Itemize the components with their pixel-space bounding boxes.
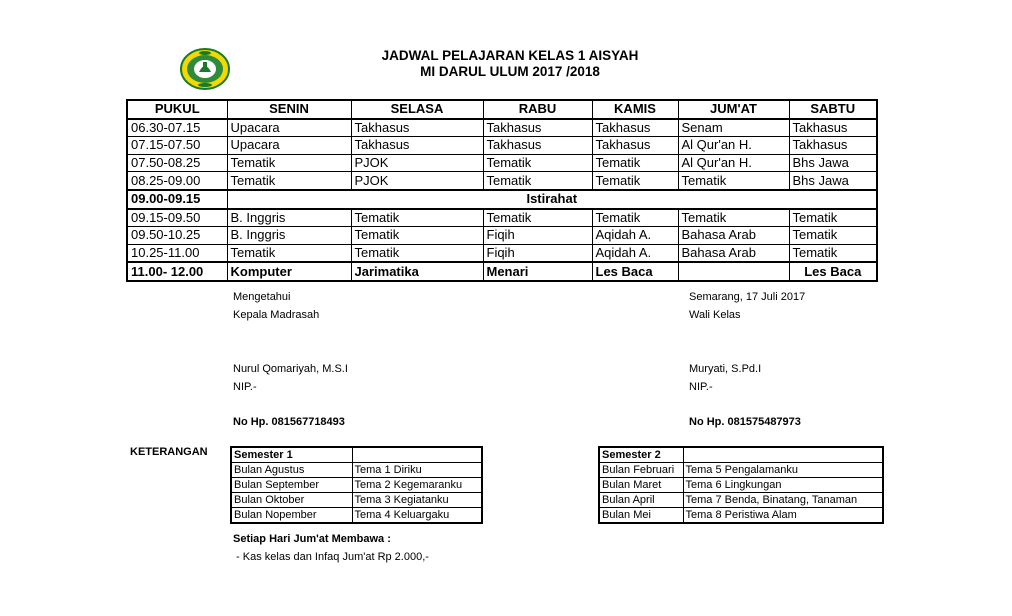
schedule-table xyxy=(126,99,878,282)
signature-right-nip: NIP.- xyxy=(689,381,713,393)
lesson-cell: Les Baca xyxy=(592,262,678,281)
lesson-cell: Bahasa Arab xyxy=(678,244,789,262)
lesson-cell xyxy=(678,262,789,281)
time-cell: 11.00- 12.00 xyxy=(127,262,227,281)
table-row xyxy=(599,478,883,493)
semester2-title: Semester 2 xyxy=(599,447,683,463)
lesson-cell: Takhasus xyxy=(789,119,877,137)
lesson-cell: B. Inggris xyxy=(227,209,351,227)
month-cell: Bulan Mei xyxy=(599,508,683,524)
table-row xyxy=(599,493,883,508)
month-cell: Bulan Februari xyxy=(599,463,683,478)
signature-left-line2: Kepala Madrasah xyxy=(233,309,320,321)
table-row xyxy=(127,244,877,262)
lesson-cell: Tematik xyxy=(351,244,483,262)
lesson-cell: Tematik xyxy=(592,209,678,227)
table-row xyxy=(599,508,883,524)
column-header-senin: SENIN xyxy=(227,100,351,119)
theme-cell: Tema 6 Lingkungan xyxy=(683,478,883,493)
lesson-cell: Tematik xyxy=(592,172,678,190)
theme-cell: Tema 7 Benda, Binatang, Tanaman xyxy=(683,493,883,508)
keterangan-label: KETERANGAN xyxy=(130,446,208,458)
theme-cell: Tema 3 Kegiatanku xyxy=(352,493,482,508)
page-title-line2: MI DARUL ULUM 2017 /2018 xyxy=(420,64,600,79)
column-header-sabtu: SABTU xyxy=(789,100,877,119)
time-cell: 07.50-08.25 xyxy=(127,154,227,172)
table-row xyxy=(127,137,877,155)
time-cell: 07.15-07.50 xyxy=(127,137,227,155)
table-row xyxy=(127,209,877,227)
table-row xyxy=(231,493,482,508)
theme-cell: Tema 2 Kegemaranku xyxy=(352,478,482,493)
lesson-cell: Tematik xyxy=(483,209,592,227)
signature-right-line2: Wali Kelas xyxy=(689,309,741,321)
lesson-cell: Fiqih xyxy=(483,244,592,262)
signature-left-line1: Mengetahui xyxy=(233,291,291,303)
lesson-cell: Takhasus xyxy=(351,137,483,155)
lesson-cell: Tematik xyxy=(678,172,789,190)
table-row xyxy=(231,447,482,463)
lesson-cell: Tematik xyxy=(678,209,789,227)
break-cell: Istirahat xyxy=(227,190,877,209)
month-cell: Bulan September xyxy=(231,478,352,493)
lesson-cell: Takhasus xyxy=(592,119,678,137)
friday-note-item: - Kas kelas dan Infaq Jum'at Rp 2.000,- xyxy=(233,551,429,563)
lesson-cell: Menari xyxy=(483,262,592,281)
lesson-cell: Al Qur'an H. xyxy=(678,154,789,172)
lesson-cell: Aqidah A. xyxy=(592,227,678,245)
table-row xyxy=(231,478,482,493)
table-row xyxy=(127,172,877,190)
school-logo-emblem xyxy=(180,48,230,90)
column-header-kamis: KAMIS xyxy=(592,100,678,119)
table-cell xyxy=(683,447,883,463)
theme-cell: Tema 1 Diriku xyxy=(352,463,482,478)
lesson-cell: Tematik xyxy=(227,244,351,262)
time-cell: 06.30-07.15 xyxy=(127,119,227,137)
lesson-cell: Tematik xyxy=(351,227,483,245)
lesson-cell: Upacara xyxy=(227,137,351,155)
lesson-cell: Tematik xyxy=(789,244,877,262)
column-header-jumat: JUM'AT xyxy=(678,100,789,119)
semester2-table xyxy=(598,446,884,524)
month-cell: Bulan April xyxy=(599,493,683,508)
lesson-cell: Upacara xyxy=(227,119,351,137)
column-header-selasa: SELASA xyxy=(351,100,483,119)
semester1-title: Semester 1 xyxy=(231,447,352,463)
table-row xyxy=(127,119,877,137)
semester1-table xyxy=(230,446,483,524)
theme-cell: Tema 8 Peristiwa Alam xyxy=(683,508,883,524)
lesson-cell: PJOK xyxy=(351,154,483,172)
lesson-cell: Komputer xyxy=(227,262,351,281)
lesson-cell: Tematik xyxy=(592,154,678,172)
lesson-cell: Tematik xyxy=(227,154,351,172)
lesson-cell: Jarimatika xyxy=(351,262,483,281)
table-row xyxy=(127,154,877,172)
lesson-cell: Les Baca xyxy=(789,262,877,281)
lesson-cell: Tematik xyxy=(789,209,877,227)
time-cell: 09.50-10.25 xyxy=(127,227,227,245)
lesson-cell: Takhasus xyxy=(483,119,592,137)
schedule-header-row xyxy=(127,100,877,119)
break-row xyxy=(127,190,877,209)
lesson-cell: Tematik xyxy=(483,154,592,172)
table-row xyxy=(127,262,877,281)
theme-cell: Tema 4 Keluargaku xyxy=(352,508,482,524)
table-row xyxy=(127,227,877,245)
signature-right-phone: No Hp. 081575487973 xyxy=(689,416,801,428)
friday-note-title: Setiap Hari Jum'at Membawa : xyxy=(233,533,391,545)
lesson-cell: Takhasus xyxy=(351,119,483,137)
time-cell: 09.00-09.15 xyxy=(127,190,227,209)
lesson-cell: Tematik xyxy=(351,209,483,227)
signature-left-name: Nurul Qomariyah, M.S.I xyxy=(233,363,348,375)
lesson-cell: Tematik xyxy=(789,227,877,245)
lesson-cell: Fiqih xyxy=(483,227,592,245)
page-title-line1: JADWAL PELAJARAN KELAS 1 AISYAH xyxy=(381,48,639,63)
table-cell xyxy=(352,447,482,463)
month-cell: Bulan Agustus xyxy=(231,463,352,478)
lesson-cell: Takhasus xyxy=(483,137,592,155)
lesson-cell: PJOK xyxy=(351,172,483,190)
theme-cell: Tema 5 Pengalamanku xyxy=(683,463,883,478)
table-row xyxy=(599,447,883,463)
signature-right-name: Muryati, S.Pd.I xyxy=(689,363,762,375)
lesson-cell: Tematik xyxy=(227,172,351,190)
lesson-cell: B. Inggris xyxy=(227,227,351,245)
lesson-cell: Bhs Jawa xyxy=(789,154,877,172)
column-header-pukul: PUKUL xyxy=(127,100,227,119)
lesson-cell: Takhasus xyxy=(592,137,678,155)
time-cell: 09.15-09.50 xyxy=(127,209,227,227)
lesson-cell: Tematik xyxy=(483,172,592,190)
month-cell: Bulan Oktober xyxy=(231,493,352,508)
lesson-cell: Aqidah A. xyxy=(592,244,678,262)
lesson-cell: Bhs Jawa xyxy=(789,172,877,190)
lesson-cell: Al Qur'an H. xyxy=(678,137,789,155)
column-header-rabu: RABU xyxy=(483,100,592,119)
signature-left-nip: NIP.- xyxy=(233,381,257,393)
lesson-cell: Senam xyxy=(678,119,789,137)
table-row xyxy=(231,508,482,524)
lesson-cell: Bahasa Arab xyxy=(678,227,789,245)
month-cell: Bulan Maret xyxy=(599,478,683,493)
table-row xyxy=(231,463,482,478)
lesson-cell: Takhasus xyxy=(789,137,877,155)
table-row xyxy=(599,463,883,478)
time-cell: 08.25-09.00 xyxy=(127,172,227,190)
time-cell: 10.25-11.00 xyxy=(127,244,227,262)
signature-right-line1: Semarang, 17 Juli 2017 xyxy=(689,291,806,303)
signature-left-phone: No Hp. 081567718493 xyxy=(233,416,345,428)
month-cell: Bulan Nopember xyxy=(231,508,352,524)
